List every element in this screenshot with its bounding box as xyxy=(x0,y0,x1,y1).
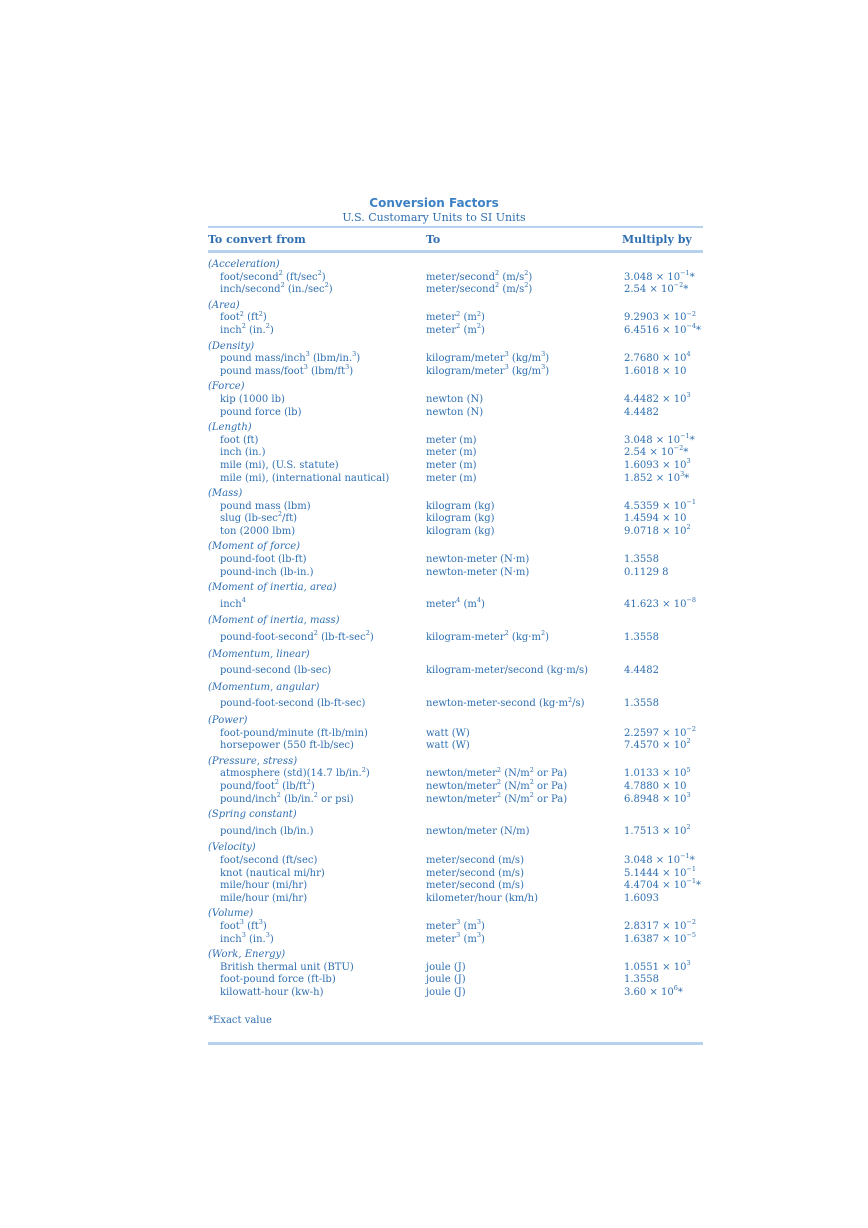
from-unit-cell: ton (2000 lbm) xyxy=(220,525,296,537)
multiplier-cell: $2.2597 \times 10^{-2}$ xyxy=(624,724,697,739)
table-row xyxy=(208,567,703,580)
header-multiply: Multiply by xyxy=(622,233,692,246)
table-row xyxy=(208,864,703,881)
table-row xyxy=(208,554,703,567)
category-heading: (Moment of inertia, area) xyxy=(208,582,337,594)
multiplier-cell: $1.7513 \times 10^2$ xyxy=(624,822,691,837)
to-unit-cell: kilogram (kg) xyxy=(426,513,495,525)
table-row xyxy=(208,596,703,612)
multiplier-cell: $4.5359 \times 10^{-1}$ xyxy=(624,497,697,512)
table-row xyxy=(208,852,703,868)
multiplier-cell: $7.4570 \times 10^2$ xyxy=(624,737,691,752)
from-unit-cell: pound/inch$^2$ (lb/in.$^2$ or psi) xyxy=(220,790,354,805)
to-unit-cell: newton-meter-second $(kg\cdot m^2/s)$ xyxy=(426,695,585,710)
multiplier-cell: $6.8948 \times 10^3$ xyxy=(624,790,691,805)
multiplier-cell: 1.3558 xyxy=(624,632,659,644)
category-heading: (Moment of inertia, mass) xyxy=(208,615,340,627)
multiplier-cell: 0.1129 8 xyxy=(624,566,669,578)
to-unit-cell: newton/meter$^2$ ($N/m^2$ or Pa) xyxy=(426,765,568,780)
multiplier-cell: 1.6093 xyxy=(624,892,659,904)
to-unit-cell: joule (J) xyxy=(426,986,466,998)
multiplier-cell: $2.54 \times 10^{-2}*$ xyxy=(624,281,689,296)
multiplier-cell: $2.8317 \times 10^{-2}$ xyxy=(624,918,697,932)
table-row xyxy=(208,822,703,839)
to-unit-cell: newton/meter (N/m) xyxy=(426,825,530,837)
from-unit-cell: pound-foot-second$^2$ $(lb-ft-\sec^2)$ xyxy=(220,629,374,644)
from-unit-cell: knot (nautical mi/hr) xyxy=(220,867,325,879)
to-unit-cell: newton-meter (N·m) xyxy=(426,554,530,566)
from-unit-cell: pound force (lb) xyxy=(220,406,302,418)
table-row xyxy=(208,790,703,807)
table-row xyxy=(208,930,703,947)
header-to: To xyxy=(426,233,441,246)
category-heading: (Spring constant) xyxy=(208,809,297,821)
to-unit-cell: meter/second$^2$ $(m/s^2)$ xyxy=(426,281,533,296)
to-unit-cell: meter/second (m/s) xyxy=(426,854,524,866)
from-unit-cell: atmosphere (std)(14.7 lb/in.$^2$) xyxy=(220,765,370,780)
table-row xyxy=(208,362,703,379)
conversion-table xyxy=(208,259,703,999)
multiplier-cell: $3.048 \times 10^{-1}*$ xyxy=(624,852,695,866)
category-heading: (Power) xyxy=(208,715,248,726)
multiplier-cell: $1.0551 \times 10^3$ xyxy=(624,958,691,973)
category-heading: (Area) xyxy=(208,299,240,311)
multiplier-cell: $9.2903 \times 10^{-2}$ xyxy=(624,309,697,324)
from-unit-cell: pound/foot$^2$ $(lb/ft^2)$ xyxy=(220,778,315,792)
to-unit-cell: newton/meter$^2$ ($N/m^2$ or Pa) xyxy=(426,778,568,792)
to-unit-cell: meter (m) xyxy=(426,434,477,446)
from-unit-cell: slug $(lb-\sec^2/ft)$ xyxy=(220,510,298,525)
multiplier-cell: $4.4482 \times 10^3$ xyxy=(624,391,691,405)
multiplier-cell: $3.048 \times 10^{-1}*$ xyxy=(624,431,695,446)
table-row xyxy=(208,281,703,297)
to-unit-cell: kilogram-meter/second (kg·m/s) xyxy=(426,665,589,677)
from-unit-cell: inch$^2$ (in.$^2$) xyxy=(220,322,274,336)
table-row xyxy=(208,765,703,781)
table-row xyxy=(208,665,703,678)
from-unit-cell: foot-pound force (ft-lb) xyxy=(220,974,336,986)
from-unit-cell: inch/second$^2$ $(in./\sec^2)$ xyxy=(220,281,333,296)
from-unit-cell: inch$^4$ xyxy=(220,596,246,610)
to-unit-cell: kilogram (kg) xyxy=(426,525,495,537)
table-row xyxy=(208,444,703,460)
to-unit-cell: meter (m) xyxy=(426,459,477,471)
to-unit-cell: kilometer/hour (km/h) xyxy=(426,892,538,904)
multiplier-cell: $3.048 \times 10^{-1}*$ xyxy=(624,268,695,283)
bottom-rule xyxy=(208,1042,703,1045)
category-heading: (Acceleration) xyxy=(208,259,280,270)
to-unit-cell: meter$^3$ $(m^3)$ xyxy=(426,918,485,932)
category-heading: (Work, Energy) xyxy=(208,949,286,961)
multiplier-cell: 4.4482 xyxy=(624,406,659,418)
to-unit-cell: newton (N) xyxy=(426,393,484,405)
to-unit-cell: newton/meter$^2$ ($N/m^2$ or Pa) xyxy=(426,790,568,805)
multiplier-cell: 1.4594 × 10 xyxy=(624,513,687,525)
table-row xyxy=(208,893,703,906)
category-heading: (Density) xyxy=(208,340,255,352)
multiplier-cell: $4.4704 \times 10^{-1}*$ xyxy=(624,877,702,892)
category-heading: (Volume) xyxy=(208,908,254,920)
page-title: Conversion Factors xyxy=(369,196,499,210)
multiplier-cell: $9.0718 \times 10^2$ xyxy=(624,523,691,537)
header-from: To convert from xyxy=(208,233,306,246)
multiplier-cell: 1.3558 xyxy=(624,698,659,710)
category-heading: (Momentum, angular) xyxy=(208,681,320,693)
category-heading: (Velocity) xyxy=(208,842,256,854)
from-unit-cell: foot/second (ft/sec) xyxy=(220,854,318,866)
multiplier-cell: $1.6093 \times 10^3$ xyxy=(624,457,691,471)
multiplier-cell: $2.54 \times 10^{-2}*$ xyxy=(624,444,689,459)
multiplier-cell: $1.852 \times 10^3*$ xyxy=(624,469,690,484)
table-row xyxy=(208,407,703,420)
table-row xyxy=(208,984,703,1000)
category-heading: (Moment of force) xyxy=(208,541,301,553)
to-unit-cell: meter$^3$ $(m^3)$ xyxy=(426,930,485,945)
table-row xyxy=(208,695,703,711)
to-unit-cell: meter$^4$ $(m^4)$ xyxy=(426,596,485,610)
to-unit-cell: kilogram (kg) xyxy=(426,500,495,512)
multiplier-cell: $2.7680 \times 10^4$ xyxy=(624,350,691,365)
to-unit-cell: kilogram/meter$^3$ $(kg/m^3)$ xyxy=(426,350,550,365)
category-heading: (Momentum, linear) xyxy=(208,648,310,660)
from-unit-cell: inch (in.) xyxy=(220,447,266,459)
table-row xyxy=(208,457,703,473)
page-subtitle: U.S. Customary Units to SI Units xyxy=(342,211,526,224)
from-unit-cell: mile (mi), (U.S. statute) xyxy=(220,459,339,471)
from-unit-cell: foot$^2$ $(ft^2)$ xyxy=(220,309,267,324)
to-unit-cell: newton-meter (N·m) xyxy=(426,566,530,578)
table-row xyxy=(208,350,703,366)
table-row xyxy=(208,431,703,448)
from-unit-cell: pound-inch (lb-in.) xyxy=(220,566,314,578)
multiplier-cell: $41.623 \times 10^{-8}$ xyxy=(624,596,697,610)
from-unit-cell: mile (mi), (international nautical) xyxy=(220,472,390,484)
header-bottom-rule xyxy=(208,250,703,253)
table-row xyxy=(208,322,703,338)
to-unit-cell: meter/second (m/s) xyxy=(426,867,524,879)
from-unit-cell: foot/second$^2$ $(ft/\sec^2)$ xyxy=(220,268,326,283)
to-unit-cell: kilogram/meter$^3$ $(kg/m^3)$ xyxy=(426,362,550,377)
to-unit-cell: joule (J) xyxy=(426,961,466,973)
table-row xyxy=(208,497,703,514)
from-unit-cell: kip (1000 lb) xyxy=(220,393,285,405)
multiplier-cell: 4.7880 × 10 xyxy=(624,780,687,792)
to-unit-cell: meter$^2$ $(m^2)$ xyxy=(426,322,485,336)
to-unit-cell: meter$^2$ $(m^2)$ xyxy=(426,309,485,324)
from-unit-cell: pound-foot (lb-ft) xyxy=(220,554,307,566)
multiplier-cell: $6.4516 \times 10^{-4}*$ xyxy=(624,322,702,336)
to-unit-cell: watt (W) xyxy=(426,727,470,739)
to-unit-cell: meter (m) xyxy=(426,472,477,484)
from-unit-cell: foot (ft) xyxy=(220,434,259,446)
table-row xyxy=(208,469,703,486)
to-unit-cell: joule (J) xyxy=(426,974,466,986)
table-row xyxy=(208,523,703,539)
table-row xyxy=(208,958,703,975)
multiplier-cell: $1.6387 \times 10^{-5}$ xyxy=(624,930,697,945)
table-row xyxy=(208,724,703,741)
table-row xyxy=(208,629,703,645)
from-unit-cell: mile/hour (mi/hr) xyxy=(220,892,308,904)
from-unit-cell: pound mass/inch$^3$ (lbm/in.$^3$) xyxy=(220,350,361,365)
multiplier-cell: $5.1444 \times 10^{-1}$ xyxy=(624,864,697,879)
table-row xyxy=(208,877,703,893)
from-unit-cell: foot$^3$ $(ft^3)$ xyxy=(220,918,267,932)
from-unit-cell: horsepower (550 ft-lb/sec) xyxy=(220,740,354,752)
to-unit-cell: meter/second (m/s) xyxy=(426,880,524,892)
to-unit-cell: kilogram-meter$^2$ $(kg\cdot m^2)$ xyxy=(426,629,549,644)
from-unit-cell: kilowatt-hour (kw-h) xyxy=(220,986,324,998)
multiplier-cell: $3.60 \times 10^6*$ xyxy=(624,984,683,998)
from-unit-cell: mile/hour (mi/hr) xyxy=(220,880,308,892)
to-unit-cell: meter (m) xyxy=(426,447,477,459)
from-unit-cell: pound-second (lb-sec) xyxy=(220,665,332,677)
from-unit-cell: pound/inch (lb/in.) xyxy=(220,825,314,837)
from-unit-cell: pound-foot-second (lb-ft-sec) xyxy=(220,698,366,710)
table-row xyxy=(208,391,703,407)
multiplier-cell: 1.6018 × 10 xyxy=(624,365,687,377)
table-row xyxy=(208,737,703,753)
table-row xyxy=(208,974,703,987)
multiplier-cell: 4.4482 xyxy=(624,665,659,677)
from-unit-cell: pound mass/foot$^3$ $(lbm/ft^3)$ xyxy=(220,362,354,377)
to-unit-cell: meter/second$^2$ $(m/s^2)$ xyxy=(426,268,533,283)
table-row xyxy=(208,510,703,526)
from-unit-cell: pound mass (lbm) xyxy=(220,500,311,512)
from-unit-cell: inch$^3$ (in.$^3$) xyxy=(220,930,274,945)
to-unit-cell: watt (W) xyxy=(426,740,470,752)
category-heading: (Pressure, stress) xyxy=(208,755,298,767)
category-heading: (Force) xyxy=(208,381,245,393)
table-row xyxy=(208,778,703,794)
multiplier-cell: 1.3558 xyxy=(624,554,659,566)
multiplier-cell: $1.0133 \times 10^5$ xyxy=(624,765,691,780)
to-unit-cell: newton (N) xyxy=(426,406,484,418)
category-heading: (Length) xyxy=(208,422,252,434)
header-top-rule xyxy=(208,226,703,228)
from-unit-cell: British thermal unit (BTU) xyxy=(220,961,354,973)
from-unit-cell: foot-pound/minute (ft-lb/min) xyxy=(220,727,368,739)
category-heading: (Mass) xyxy=(208,488,243,500)
multiplier-cell: 1.3558 xyxy=(624,974,659,986)
footnote: *Exact value xyxy=(208,1015,272,1026)
